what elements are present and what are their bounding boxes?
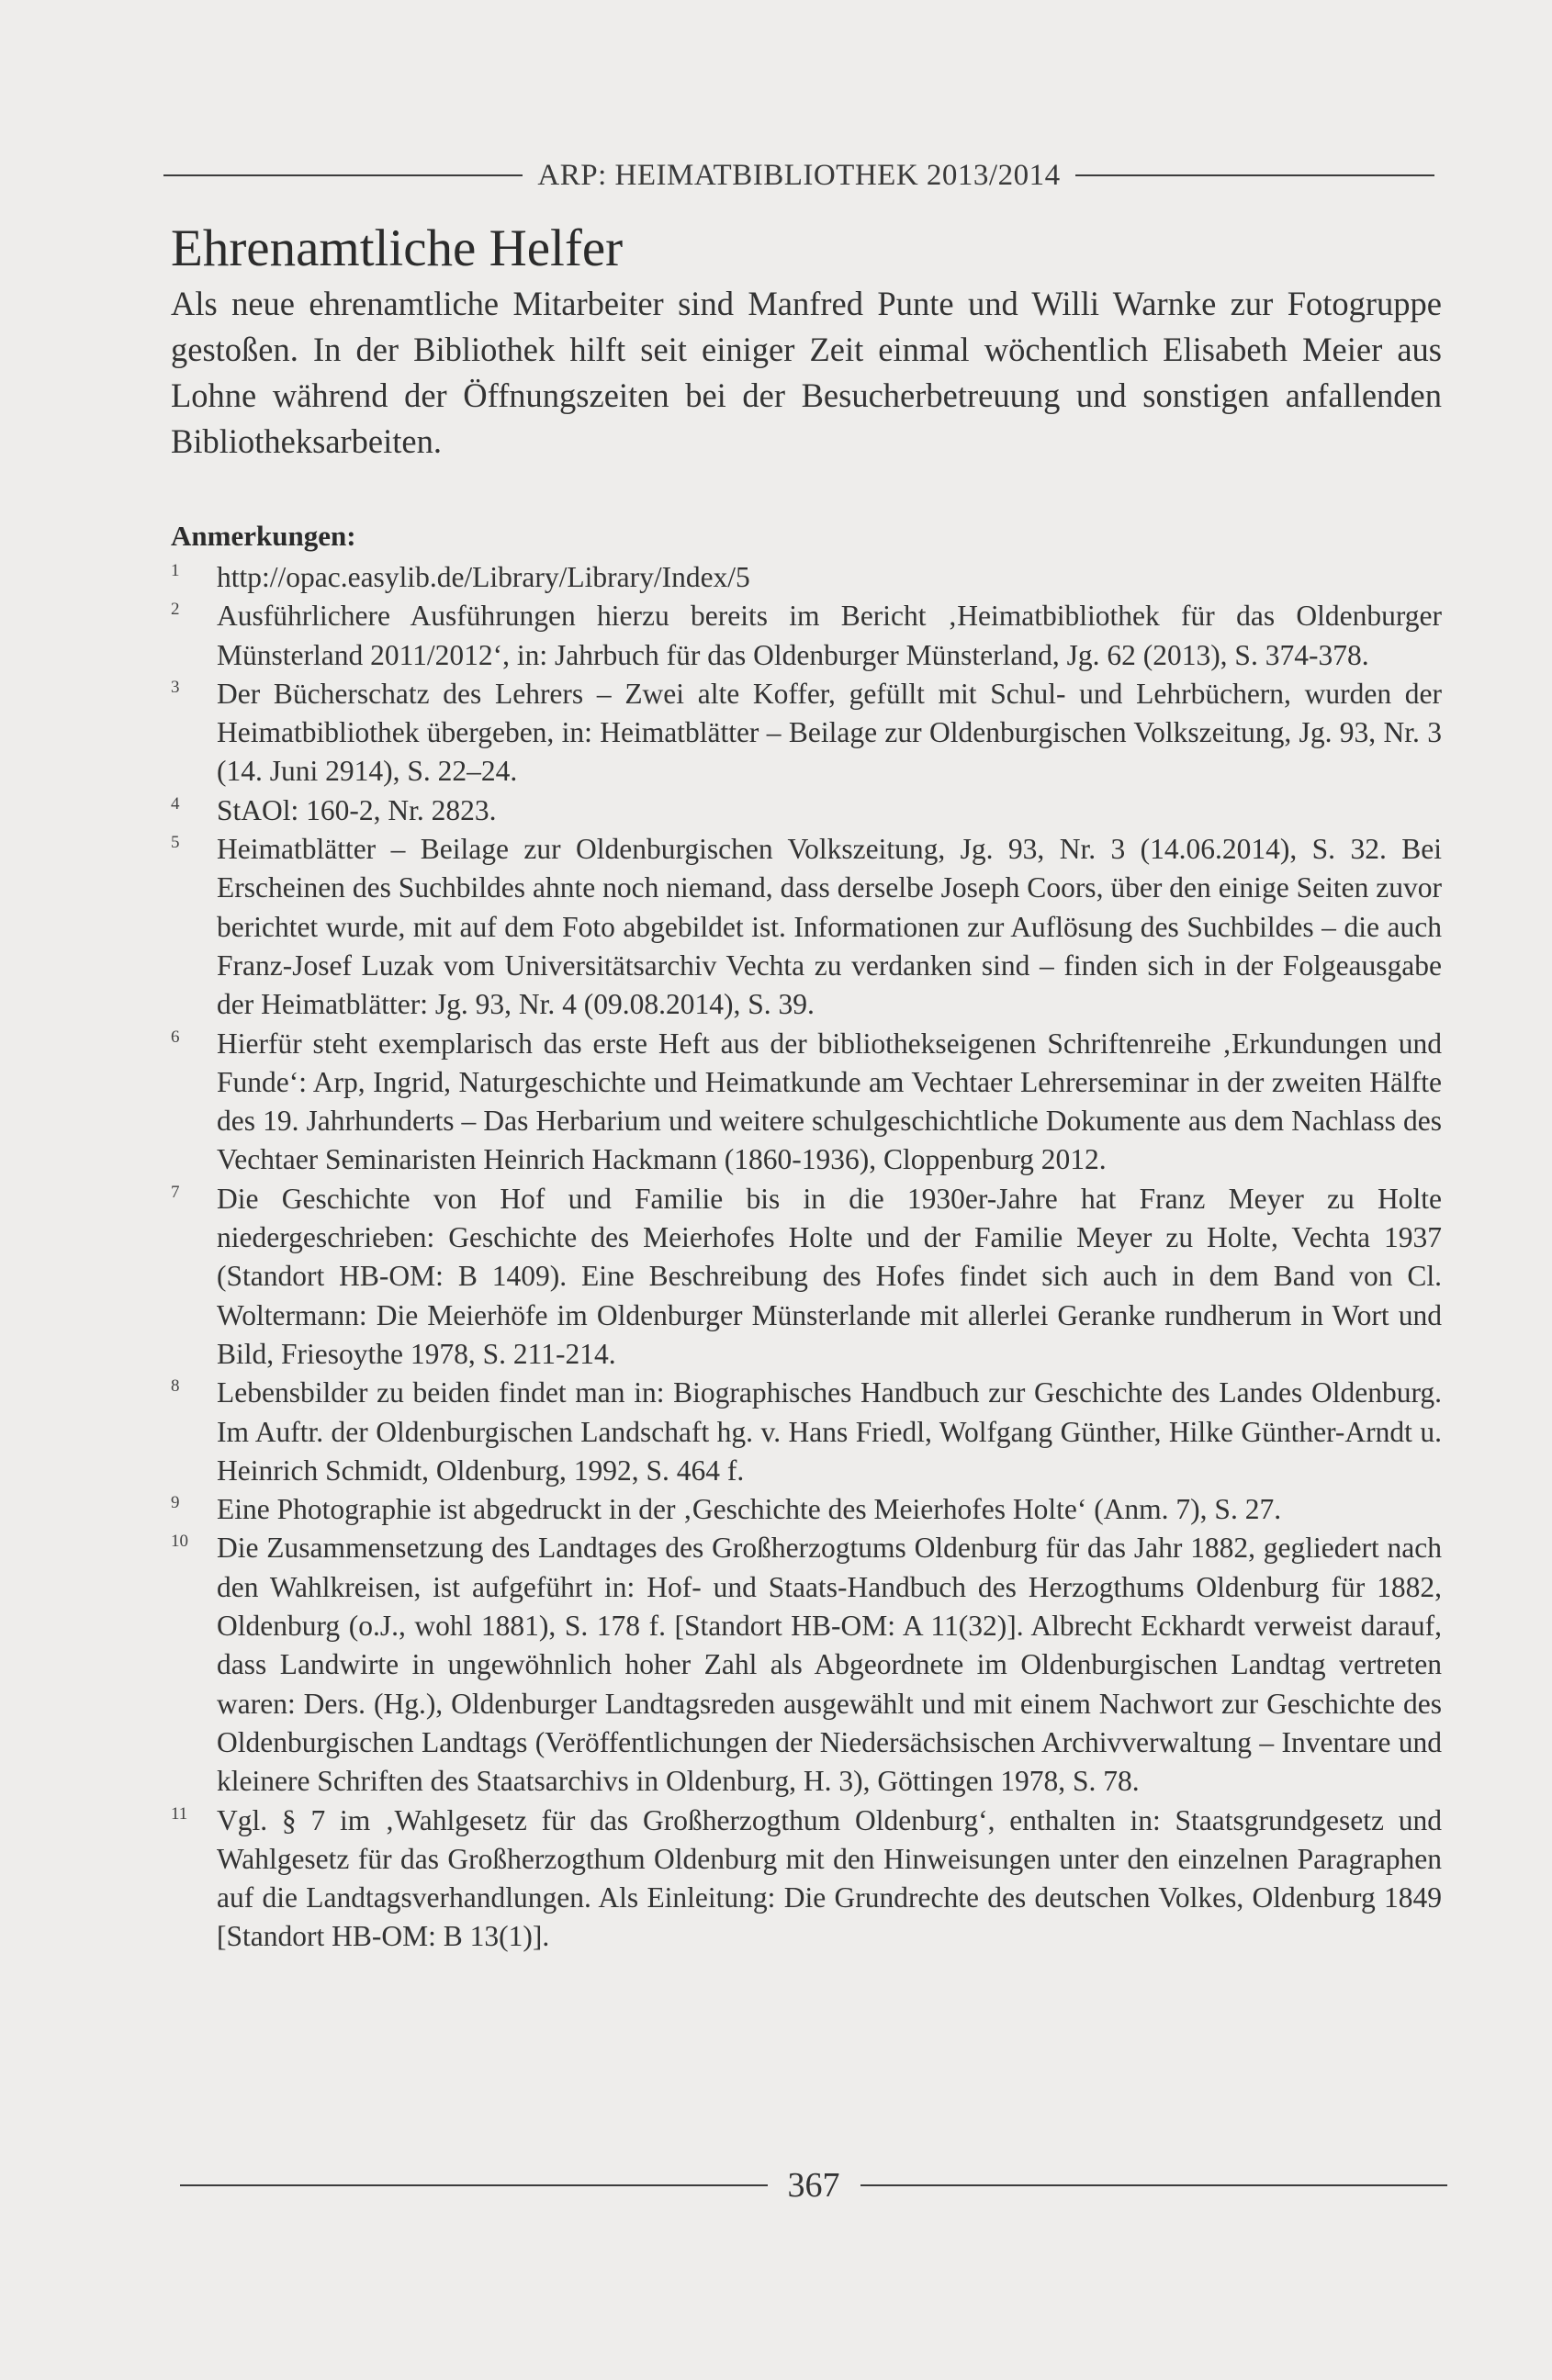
- note-item: [171, 1374, 1442, 1490]
- running-head-text: ARP: HEIMATBIBLIOTHEK 2013/2014: [537, 158, 1061, 192]
- note-item: [171, 675, 1442, 791]
- footer-left-rule: [180, 2184, 768, 2186]
- notes-heading: Anmerkungen:: [171, 520, 356, 552]
- section-paragraph: Als neue ehrenamtliche Mitarbeiter sind Manfred Punte und Willi Warnke zur Fotogruppe gestoßen. In der Bibliothek hilft seit einiger Zeit einmal wöchentlich Elisabeth Meier aus Lohne während der Öffnungszeiten bei der Besucherbetreuung und sonstigen anfallenden Bibliotheksarbeiten.: [171, 285, 1442, 460]
- note-text: StAOl: 160-2, Nr. 2823.: [217, 793, 497, 826]
- note-number: 5: [171, 833, 180, 853]
- note-item: [171, 1529, 1442, 1801]
- note-number: 7: [171, 1182, 180, 1202]
- note-item: [171, 597, 1442, 675]
- note-number: 6: [171, 1027, 180, 1047]
- running-head-left-rule: [163, 174, 523, 176]
- note-item: [171, 1025, 1442, 1180]
- note-number: 10: [171, 1532, 188, 1552]
- note-text: Der Bücherschatz des Lehrers – Zwei alte Koffer, gefüllt mit Schul- und Lehrbüchern, wurden der Heimatbibliothek übergeben, in: Heimatblätter – Beilage zur Oldenburgischen Volkszeitung, Jg. 93, Nr. 3 (14. Juni 2914), S. 22–24.: [217, 677, 1442, 788]
- page-footer: [180, 2160, 1447, 2211]
- note-item: [171, 1180, 1442, 1374]
- note-number: 1: [171, 561, 180, 580]
- section-heading: Ehrenamtliche Helfer: [171, 219, 624, 277]
- note-text: Heimatblätter – Beilage zur Oldenburgischen Volkszeitung, Jg. 93, Nr. 3 (14.06.2014), S. 32. Bei Erscheinen des Suchbildes ahnte noch niemand, dass derselbe Joseph Coors, über den einige Seiten zuvor berichtet wurde, mit auf dem Foto abgebildet ist. Informationen zur Auflösung des Suchbildes – die auch Franz-Josef Luzak vom Universitätsarchiv Vechta zu verdanken sind – finden sich in der Folgeausgabe der Heimatblätter: Jg. 93, Nr. 4 (09.08.2014), S. 39.: [217, 833, 1442, 1021]
- page-number: 367: [787, 2166, 840, 2205]
- note-item: [171, 558, 1442, 597]
- note-item: [171, 791, 1442, 830]
- note-text: Hierfür steht exemplarisch das erste Heft aus der bibliothekseigenen Schriftenreihe ‚Erkundungen und Funde‘: Arp, Ingrid, Naturgeschichte und Heimatkunde am Vechtaer Lehrerseminar in der zweiten Hälfte des 19. Jahrhunderts – Das Herbarium und weitere schulgeschichtliche Dokumente aus dem Nachlass des Vechtaer Seminaristen Heinrich Hackmann (1860-1936), Cloppenburg 2012.: [217, 1027, 1442, 1176]
- notes-list: [171, 558, 1442, 1957]
- note-number: 4: [171, 793, 180, 814]
- note-item: [171, 1802, 1442, 1957]
- note-number: 9: [171, 1493, 180, 1513]
- note-number: 2: [171, 600, 180, 620]
- note-text: Die Geschichte von Hof und Familie bis in die 1930er-Jahre hat Franz Meyer zu Holte niedergeschrieben: Geschichte des Meierhofes Holte und der Familie Meyer zu Holte, Vechta 1937 (Standort HB-OM: B 1409). Eine Beschreibung des Hofes findet sich auch in dem Band von Cl. Woltermann: Die Meierhöfe im Oldenburger Münsterlande mit allerlei Geranke rundherum in Wort und Bild, Friesoythe 1978, S. 211-214.: [217, 1182, 1442, 1370]
- note-text: http://opac.easylib.de/Library/Library/Index/5: [217, 561, 750, 593]
- note-item: [171, 830, 1442, 1024]
- note-text: Vgl. § 7 im ‚Wahlgesetz für das Großherzogthum Oldenburg‘, enthalten in: Staatsgrundgesetz und Wahlgesetz für das Großherzogthum Oldenburg mit den Hinweisungen unter den einzelnen Paragraphen auf die Landtagsverhandlungen. Als Einleitung: Die Grundrechte des deutschen Volkes, Oldenburg 1849 [Standort HB-OM: B 13(1)].: [217, 1803, 1442, 1953]
- note-number: 8: [171, 1376, 180, 1397]
- note-text: Die Zusammensetzung des Landtages des Großherzogtums Oldenburg für das Jahr 1882, gegliedert nach den Wahlkreisen, ist aufgeführt in: Hof- und Staats-Handbuch des Herzogthums Oldenburg für 1882, Oldenburg (o.J., wohl 1881), S. 178 f. [Standort HB-OM: A 11(32)]. Albrecht Eckhardt verweist darauf, dass Landwirte in ungewöhnlich hoher Zahl als Abgeordnete im Oldenburgischen Landtag vertreten waren: Ders. (Hg.), Oldenburger Landtagsreden ausgewählt und mit einem Nachwort zur Geschichte des Oldenburgischen Landtags (Veröffentlichungen der Niedersächsischen Archivverwaltung – Inventare und kleinere Schriften des Staatsarchivs in Oldenburg, H. 3), Göttingen 1978, S. 78.: [217, 1532, 1442, 1798]
- note-text: Ausführlichere Ausführungen hierzu bereits im Bericht ‚Heimatbibliothek für das Oldenburger Münsterland 2011/2012‘, in: Jahrbuch für das Oldenburger Münsterland, Jg. 62 (2013), S. 374-378.: [217, 600, 1442, 671]
- footer-right-rule: [860, 2184, 1448, 2186]
- note-number: 11: [171, 1803, 188, 1824]
- running-head: [163, 154, 1434, 196]
- note-item: [171, 1490, 1442, 1529]
- note-text: Eine Photographie ist abgedruckt in der ‚Geschichte des Meierhofes Holte‘ (Anm. 7), S. 27.: [217, 1493, 1282, 1526]
- note-number: 3: [171, 677, 180, 697]
- note-text: Lebensbilder zu beiden findet man in: Biographisches Handbuch zur Geschichte des Landes Oldenburg. Im Auftr. der Oldenburgischen Landschaft hg. v. Hans Friedl, Wolfgang Günther, Hilke Günther-Arndt u. Heinrich Schmidt, Oldenburg, 1992, S. 464 f.: [217, 1376, 1442, 1487]
- running-head-right-rule: [1075, 174, 1434, 176]
- page-content: [171, 219, 1442, 1957]
